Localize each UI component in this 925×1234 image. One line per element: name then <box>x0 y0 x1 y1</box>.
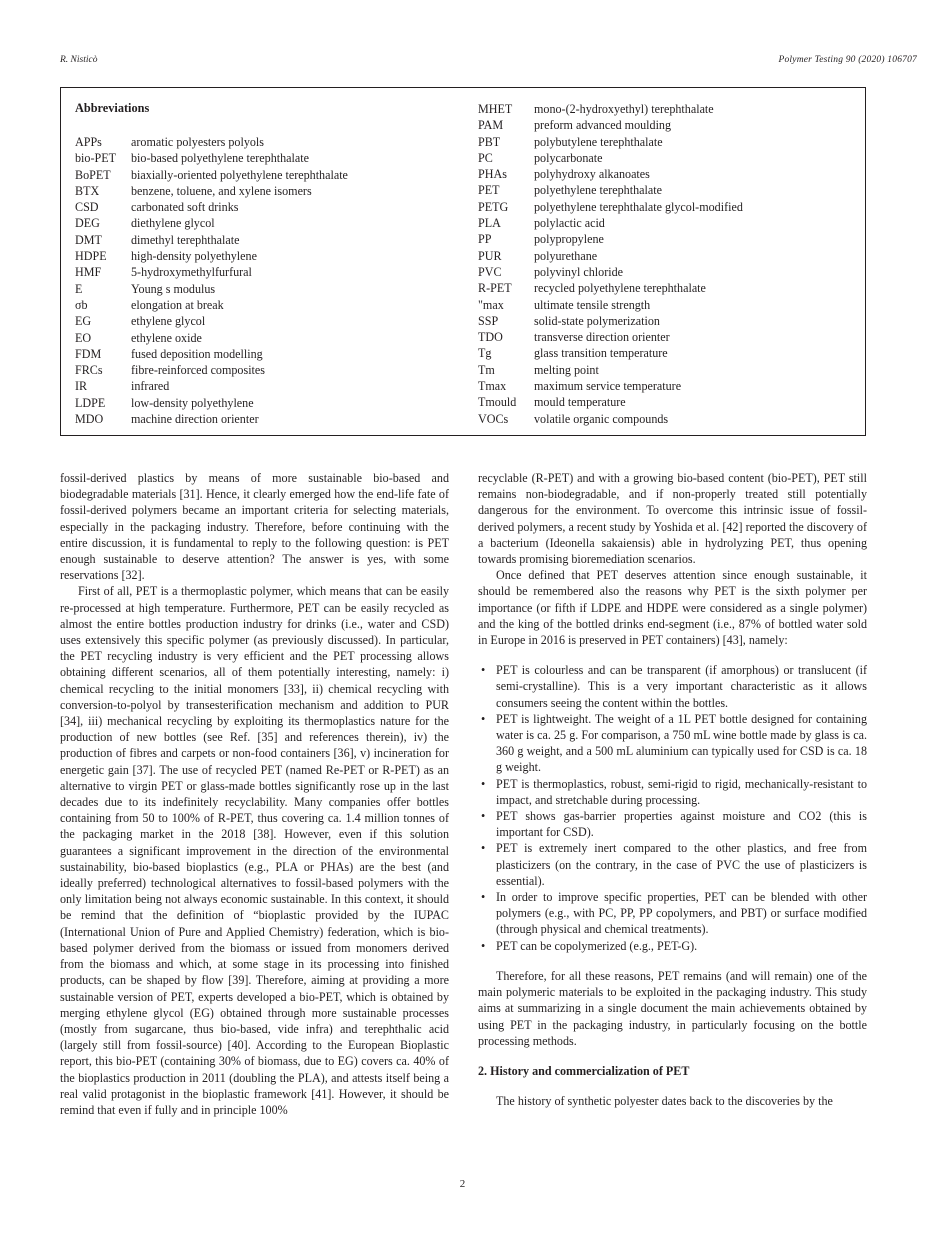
abbreviation-term: VOCs <box>478 411 509 426</box>
abbreviation-definition: machine direction orienter <box>131 412 259 427</box>
abbreviation-definition: infrared <box>131 379 170 394</box>
abbreviation-definition: benzene, toluene, and xylene isomers <box>131 183 312 198</box>
abbreviation-term: PUR <box>478 248 502 263</box>
abbreviation-term: EO <box>75 330 92 345</box>
abbreviation-definition: polyhydroxy alkanoates <box>534 167 650 182</box>
abbreviation-row <box>478 134 743 150</box>
abbreviation-term: PAM <box>478 118 504 133</box>
abbreviation-definition: bio-based polyethylene terephthalate <box>131 151 309 166</box>
abbreviation-row <box>478 101 743 117</box>
abbreviation-row <box>478 248 743 264</box>
abbreviation-term: Tm <box>478 362 495 377</box>
abbreviation-row <box>75 248 348 264</box>
abbreviation-term: "max <box>478 297 504 312</box>
abbreviation-definition: melting point <box>534 362 599 377</box>
abbreviation-term: HDPE <box>75 249 107 264</box>
abbreviation-row <box>75 215 348 231</box>
abbreviation-row <box>478 166 743 182</box>
abbreviation-definition: mono-(2-hydroxyethyl) terephthalate <box>534 102 714 116</box>
abbreviation-definition: ethylene glycol <box>131 314 206 329</box>
abbreviation-term: IR <box>75 379 88 394</box>
abbreviation-row <box>478 280 743 296</box>
paragraph: fossil-derived plastics by means of more sustainable bio-based and biodegradable materials [31]. Hence, it clearly emerged how the end-life fate of fossil-derived polymers became an important criteria for selecting materials, especially in the packaging industry. Therefore, before continuing with the entire discussion, it is fundamental to reply to the following question: is PET enough sustainable to deserve attention? The answer is yes, with some reservations [32]. <box>60 471 449 583</box>
abbreviation-definition: volatile organic compounds <box>534 411 669 426</box>
abbreviations-right-column <box>478 101 743 427</box>
abbreviation-definition: polyurethane <box>534 248 598 263</box>
right-text-column <box>478 470 867 1109</box>
abbreviation-definition: polyvinyl chloride <box>534 264 624 279</box>
paragraph: Once defined that PET deserves attention since enough sustainable, it should be remembered also the reasons why PET is the sixth polymer per importance (or fifth if LDPE and HDPE were considered as a single polymer) and the king of the bottled drinks end-segment (i.e., 87% of bottled water sold in Europe in 2016 is preserved in PET containers) [43], namely: <box>478 568 867 648</box>
abbreviation-term: CSD <box>75 200 99 215</box>
left-text-column <box>60 470 449 1118</box>
abbreviation-row <box>75 313 348 329</box>
abbreviation-row <box>75 167 348 183</box>
abbreviation-term: PBT <box>478 134 501 149</box>
page-number: 2 <box>459 1178 466 1190</box>
abbreviation-row <box>478 215 743 231</box>
abbreviation-term: Tmould <box>478 395 517 410</box>
section-heading: 2. History and commercialization of PET <box>478 1063 690 1078</box>
abbreviation-row <box>75 232 348 248</box>
abbreviation-row <box>75 281 348 297</box>
list-item: • PET shows gas-barrier properties against moisture and CO2 (this is important for CSD). <box>496 808 867 840</box>
abbreviation-row <box>478 378 743 394</box>
abbreviation-row <box>478 329 743 345</box>
abbreviation-row <box>478 297 743 313</box>
paragraph: recyclable (R-PET) and with a growing bio-based content (bio-PET), PET still remains non-biodegradable, and if non-properly treated still potentially dangerous for the environment. To overcome this intrinsic issue of fossil-derived polymers, a recent study by Yoshida et al. [42] reported the discovery of a bacterium (Ideonella sakaiensis) able in hydrolyzing PET, thus opening towards promising bioremediation scenarios. <box>478 471 867 567</box>
abbreviation-definition: fibre-reinforced composites <box>131 363 265 378</box>
abbreviation-definition: polyethylene terephthalate <box>534 183 662 198</box>
abbreviation-definition: glass transition temperature <box>534 346 668 361</box>
abbreviation-row <box>478 345 743 361</box>
abbreviation-row <box>75 199 348 215</box>
abbreviation-row <box>478 117 743 133</box>
abbreviation-term: σb <box>75 297 88 312</box>
abbreviation-row <box>75 264 348 280</box>
abbreviation-definition: 5-hydroxymethylfurfural <box>131 265 252 280</box>
abbreviation-definition: maximum service temperature <box>534 379 682 394</box>
abbreviations-left-column <box>75 134 348 427</box>
abbreviation-term: MHET <box>478 102 513 116</box>
abbreviation-row <box>478 313 743 329</box>
abbreviation-term: LDPE <box>75 395 106 410</box>
abbreviation-term: MDO <box>75 412 104 427</box>
abbreviation-definition: Young s modulus <box>131 281 216 296</box>
abbreviation-row <box>75 297 348 313</box>
abbreviation-row <box>478 231 743 247</box>
abbreviation-definition: carbonated soft drinks <box>131 200 239 215</box>
abbreviation-definition: low-density polyethylene <box>131 395 254 410</box>
paragraph: The history of synthetic polyester dates back to the discoveries by the <box>496 1094 833 1109</box>
abbreviation-term: Tg <box>478 346 492 361</box>
abbreviation-definition: dimethyl terephthalate <box>131 232 240 247</box>
abbreviation-term: PP <box>478 232 492 247</box>
abbreviation-definition: polycarbonate <box>534 150 603 165</box>
abbreviation-row <box>75 395 348 411</box>
abbreviation-row <box>75 378 348 394</box>
abbreviation-definition: transverse direction orienter <box>534 330 670 345</box>
abbreviation-term: PETG <box>478 199 509 214</box>
abbreviation-term: EG <box>75 314 92 329</box>
abbreviation-term: PHAs <box>478 167 507 182</box>
abbreviation-term: PLA <box>478 216 501 231</box>
abbreviation-definition: preform advanced moulding <box>534 118 672 133</box>
abbreviation-term: HMF <box>75 265 102 280</box>
abbreviation-row <box>75 134 348 150</box>
abbreviation-row <box>75 330 348 346</box>
header-journal: Polymer Testing 90 (2020) 106707 <box>778 55 917 65</box>
abbreviation-definition: polypropylene <box>534 232 604 247</box>
abbreviation-term: PET <box>478 183 500 198</box>
abbreviation-definition: high-density polyethylene <box>131 249 257 264</box>
abbreviation-definition: fused deposition modelling <box>131 346 263 361</box>
abbreviation-term: SSP <box>478 313 499 328</box>
abbreviation-definition: solid-state polymerization <box>534 313 660 328</box>
abbreviation-term: PC <box>478 150 493 165</box>
abbreviation-term: DEG <box>75 216 100 231</box>
list-item: • PET is thermoplastics, robust, semi-rigid to rigid, mechanically-resistant to impact, and stretchable during processing. <box>496 776 867 808</box>
abbreviation-term: BTX <box>75 183 100 198</box>
abbreviation-row <box>478 362 743 378</box>
abbreviation-term: E <box>75 281 83 296</box>
abbreviations-box <box>60 87 866 436</box>
abbreviation-row <box>478 150 743 166</box>
abbreviation-row <box>478 264 743 280</box>
abbreviation-term: bio-PET <box>75 151 116 166</box>
abbreviations-title: Abbreviations <box>75 101 150 115</box>
paragraph: Therefore, for all these reasons, PET remains (and will remain) one of the main polymeric materials to be exploited in the packaging industry. This study aims at summarizing in a single document the main achievements obtained by using PET in the packaging industry, in particularly focusing on the bottle processing methods. <box>478 968 867 1048</box>
abbreviation-definition: ethylene oxide <box>131 330 202 345</box>
list-item: • PET can be copolymerized (e.g., PET-G). <box>496 938 867 954</box>
abbreviation-definition: polybutylene terephthalate <box>534 134 663 149</box>
abbreviation-definition: biaxially-oriented polyethylene terephthalate <box>131 167 348 182</box>
abbreviation-row <box>75 150 348 166</box>
abbreviation-term: TDO <box>478 330 503 345</box>
list-item: • PET is lightweight. The weight of a 1L PET bottle designed for containing water is ca. 25 g. For comparison, a 750 mL wine bottle made by glass is ca. 360 g weight, and a 500 mL aluminium can typically used for CSD is ca. 18 g weight. <box>496 711 867 776</box>
abbreviation-row <box>75 411 348 427</box>
list-item: • In order to improve specific properties, PET can be blended with other polymers (e.g., with PC, PP, PP copolymers, and PBT) or surface modified (through physical and chemical treatments). <box>496 889 867 938</box>
abbreviation-row <box>478 199 743 215</box>
abbreviation-row <box>75 346 348 362</box>
abbreviation-term: APPs <box>75 135 102 149</box>
abbreviation-row <box>75 183 348 199</box>
abbreviation-definition: elongation at break <box>131 297 224 312</box>
list-item: • PET is colourless and can be transparent (if amorphous) or translucent (if semi-crystalline). This is a very important characteristic as it allows consumers seeing the content within the bottles. <box>496 662 867 711</box>
header-author: R. Nisticò <box>60 55 98 65</box>
abbreviation-term: Tmax <box>478 379 507 394</box>
abbreviation-definition: polyethylene terephthalate glycol-modified <box>534 199 743 214</box>
abbreviation-term: R-PET <box>478 281 512 296</box>
abbreviation-definition: aromatic polyesters polyols <box>131 135 265 149</box>
list-item: • PET is extremely inert compared to the other plastics, and free from plasticizers (on the contrary, in the case of PVC the use of plasticizers is essential). <box>496 840 867 889</box>
abbreviation-definition: ultimate tensile strength <box>534 297 651 312</box>
abbreviation-term: FRCs <box>75 363 103 378</box>
abbreviation-term: DMT <box>75 232 102 247</box>
abbreviation-term: FDM <box>75 346 102 361</box>
properties-list <box>478 662 867 954</box>
running-header <box>60 55 917 65</box>
abbreviation-term: PVC <box>478 264 502 279</box>
abbreviation-row <box>478 182 743 198</box>
abbreviation-row <box>478 394 743 410</box>
abbreviation-definition: diethylene glycol <box>131 216 215 231</box>
abbreviation-definition: polylactic acid <box>534 216 605 231</box>
abbreviation-row <box>478 411 743 427</box>
paragraph: First of all, PET is a thermoplastic polymer, which means that can be easily re-processed at high temperature. Furthermore, PET can be easily recycled as almost the entire bottles production industry for drinks (i.e., water and CSD) uses extensively this specific polymer (as previously discussed). In particular, the PET recycling industry is very efficient and the PET processing allows obtaining different scenarios, all of them potentially interesting, namely: i) chemical recycling to the initial monomers [33], ii) chemical recycling with conversion-to-polyol by transesterification mechanism and addition to PUR [34], iii) mechanical recycling by exploiting its thermoplastics nature for the production of new bottles (see Ref. [35] and references therein), iv) the production of fibres and carpets or non-food containers [36], v) incineration for energetic gain [37]. The use of recycled PET (named Re-PET or R-PET) as an alternative to virgin PET or glass-made bottles significantly rose up in the last decades due to its indefinitely recyclability. Many companies offer bottles containing from 50 to 100% of R-PET, thus covering ca. 1.4 million tonnes of the packaging market in the 2018 [38]. However, even if this solution guarantees a significant improvement in the direction of the environmental sustainability, bio-based bioplastics (e.g., PLA or PHAs) are the best (and ideally preferred) technological alternatives to fossil-based polymers with the only limitation being not always economic sustainable. In this context, it should be remind that the definition of “bioplastic provided by the IUPAC (International Union of Pure and Applied Chemistry) federation, which is bio-based polymer derived from the biomass or issued from monomers derived from the biomass and which, at some stage in its processing into finished products, can be shaped by flow [39]. Therefore, aiming at providing a more sustainable version of PET, experts developed a bio-PET, which is obtained by merging ethylene glycol (EG) obtained through more sustainable processes (mostly from sugarcane, thus bio-based, vide infra) and terephthalic acid (largely still from fossil-source) [40]. According to the European Bioplastic report, this bio-PET (containing 30% of biomass, due to EG) covers ca. 40% of the bioplastics production in 2011 (doubling the PLA), and attests itself being a real valid protagonist in the bioplastic framework [41]. However, it should be remind that even if fully and in principle 100% <box>60 584 449 1117</box>
abbreviation-definition: mould temperature <box>534 395 626 410</box>
abbreviation-term: BoPET <box>75 167 111 182</box>
abbreviation-definition: recycled polyethylene terephthalate <box>534 281 706 296</box>
abbreviation-row <box>75 362 348 378</box>
